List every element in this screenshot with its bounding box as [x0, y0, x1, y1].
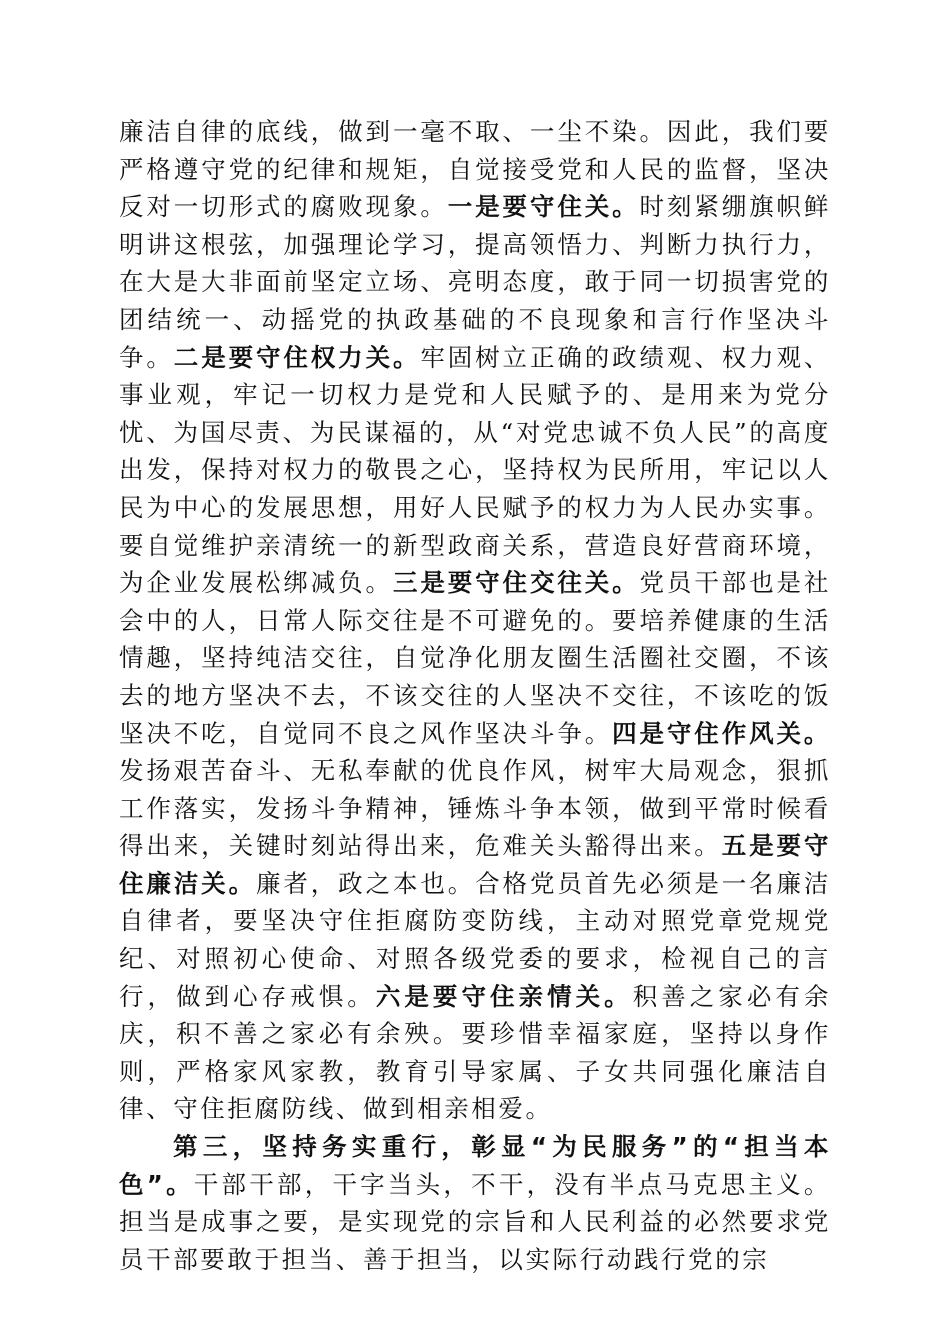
paragraph-text: 党员干部也是社会中的人，日常人际交往是不可避免的。要培养健康的生活情趣，坚持纯洁交往，自觉净化朋友圈生活圈社交圈，不该去的地方坚决不去，不该交往的人坚决不交往，不该吃的饭坚决不吃，自觉同不良之风作坚决斗争。	[119, 568, 832, 748]
paragraph-text: 干部干部，干字当头，不干，没有半点马克思主义。担当是成事之要，是实现党的宗旨和人民利益的必然要求党员干部要敢于担当、善于担当，以实际行动践行党的宗	[119, 1169, 831, 1274]
bold-heading-integrity-check: 五是要守住廉洁关。	[119, 831, 831, 898]
bold-heading-power-check: 二是要守住权力关。	[173, 342, 421, 372]
paragraph-text: 廉洁自律的底线，做到一毫不取、一尘不染。因此，我们要严格遵守党的纪律和规矩，自觉接受党和人民的监督，坚决反对一切形式的腐败现象。	[119, 117, 831, 222]
bold-heading-first-check: 一是要守住关。	[447, 192, 640, 222]
paragraph-text: 廉者，政之本也。合格党员首先必须是一名廉洁自律者，要坚决守住拒腐防变防线，主动对照党章党规党纪、对照初心使命、对照各级党委的要求，检视自己的言行，做到心存戒惧。	[119, 868, 831, 1011]
paragraph-text: 发扬艰苦奋斗、无私奉献的优良作风，树牢大局观念，狠抓工作落实，发扬斗争精神，锤炼斗争本领，做到平常时候看得出来，关键时刻站得出来，危难关头豁得出来。	[119, 756, 831, 861]
paragraph-text: 牢固树立正确的政绩观、权力观、事业观，牢记一切权力是党和人民赋予的、是用来为党分忧、为国尽责、为民谋福的，从“对党忠诚不负人民”的高度出发，保持对权力的敬畏之心，坚持权为民所用，牢记以人民为中心的发展思想，用好人民赋予的权力为人民办实事。要自觉维护亲清统一的新型政商关系，营造良好营商环境，为企业发展松绑减负。	[119, 342, 831, 598]
bold-heading-social-check: 三是要守住交往关。	[392, 568, 640, 598]
paragraph-text: 时刻紧绷旗帜鲜明讲这根弦，加强理论学习，提高领悟力、判断力执行力，在大是大非面前坚定立场、亮明态度，敢于同一切损害党的团结统一、动摇党的执政基础的不良现象和言行作坚决斗争。	[119, 192, 832, 372]
document-page	[119, 113, 831, 1278]
bold-heading-family-check: 六是要守住亲情关。	[375, 981, 633, 1011]
paragraph-text: 积善之家必有余庆，积不善之家必有余殃。要珍惜幸福家庭，坚持以身作则，严格家风家教，教育引导家属、子女共同强化廉洁自律、守住拒腐防线、做到相亲相爱。	[119, 981, 832, 1124]
section-heading-three: 第三，坚持务实重行，彰显“为民服务”的“担当本色”。	[119, 1132, 831, 1199]
paragraph-integrity-six-checks	[119, 113, 831, 1128]
paragraph-section-three	[119, 1128, 831, 1278]
bold-heading-style-check: 四是守住作风关。	[612, 718, 831, 748]
